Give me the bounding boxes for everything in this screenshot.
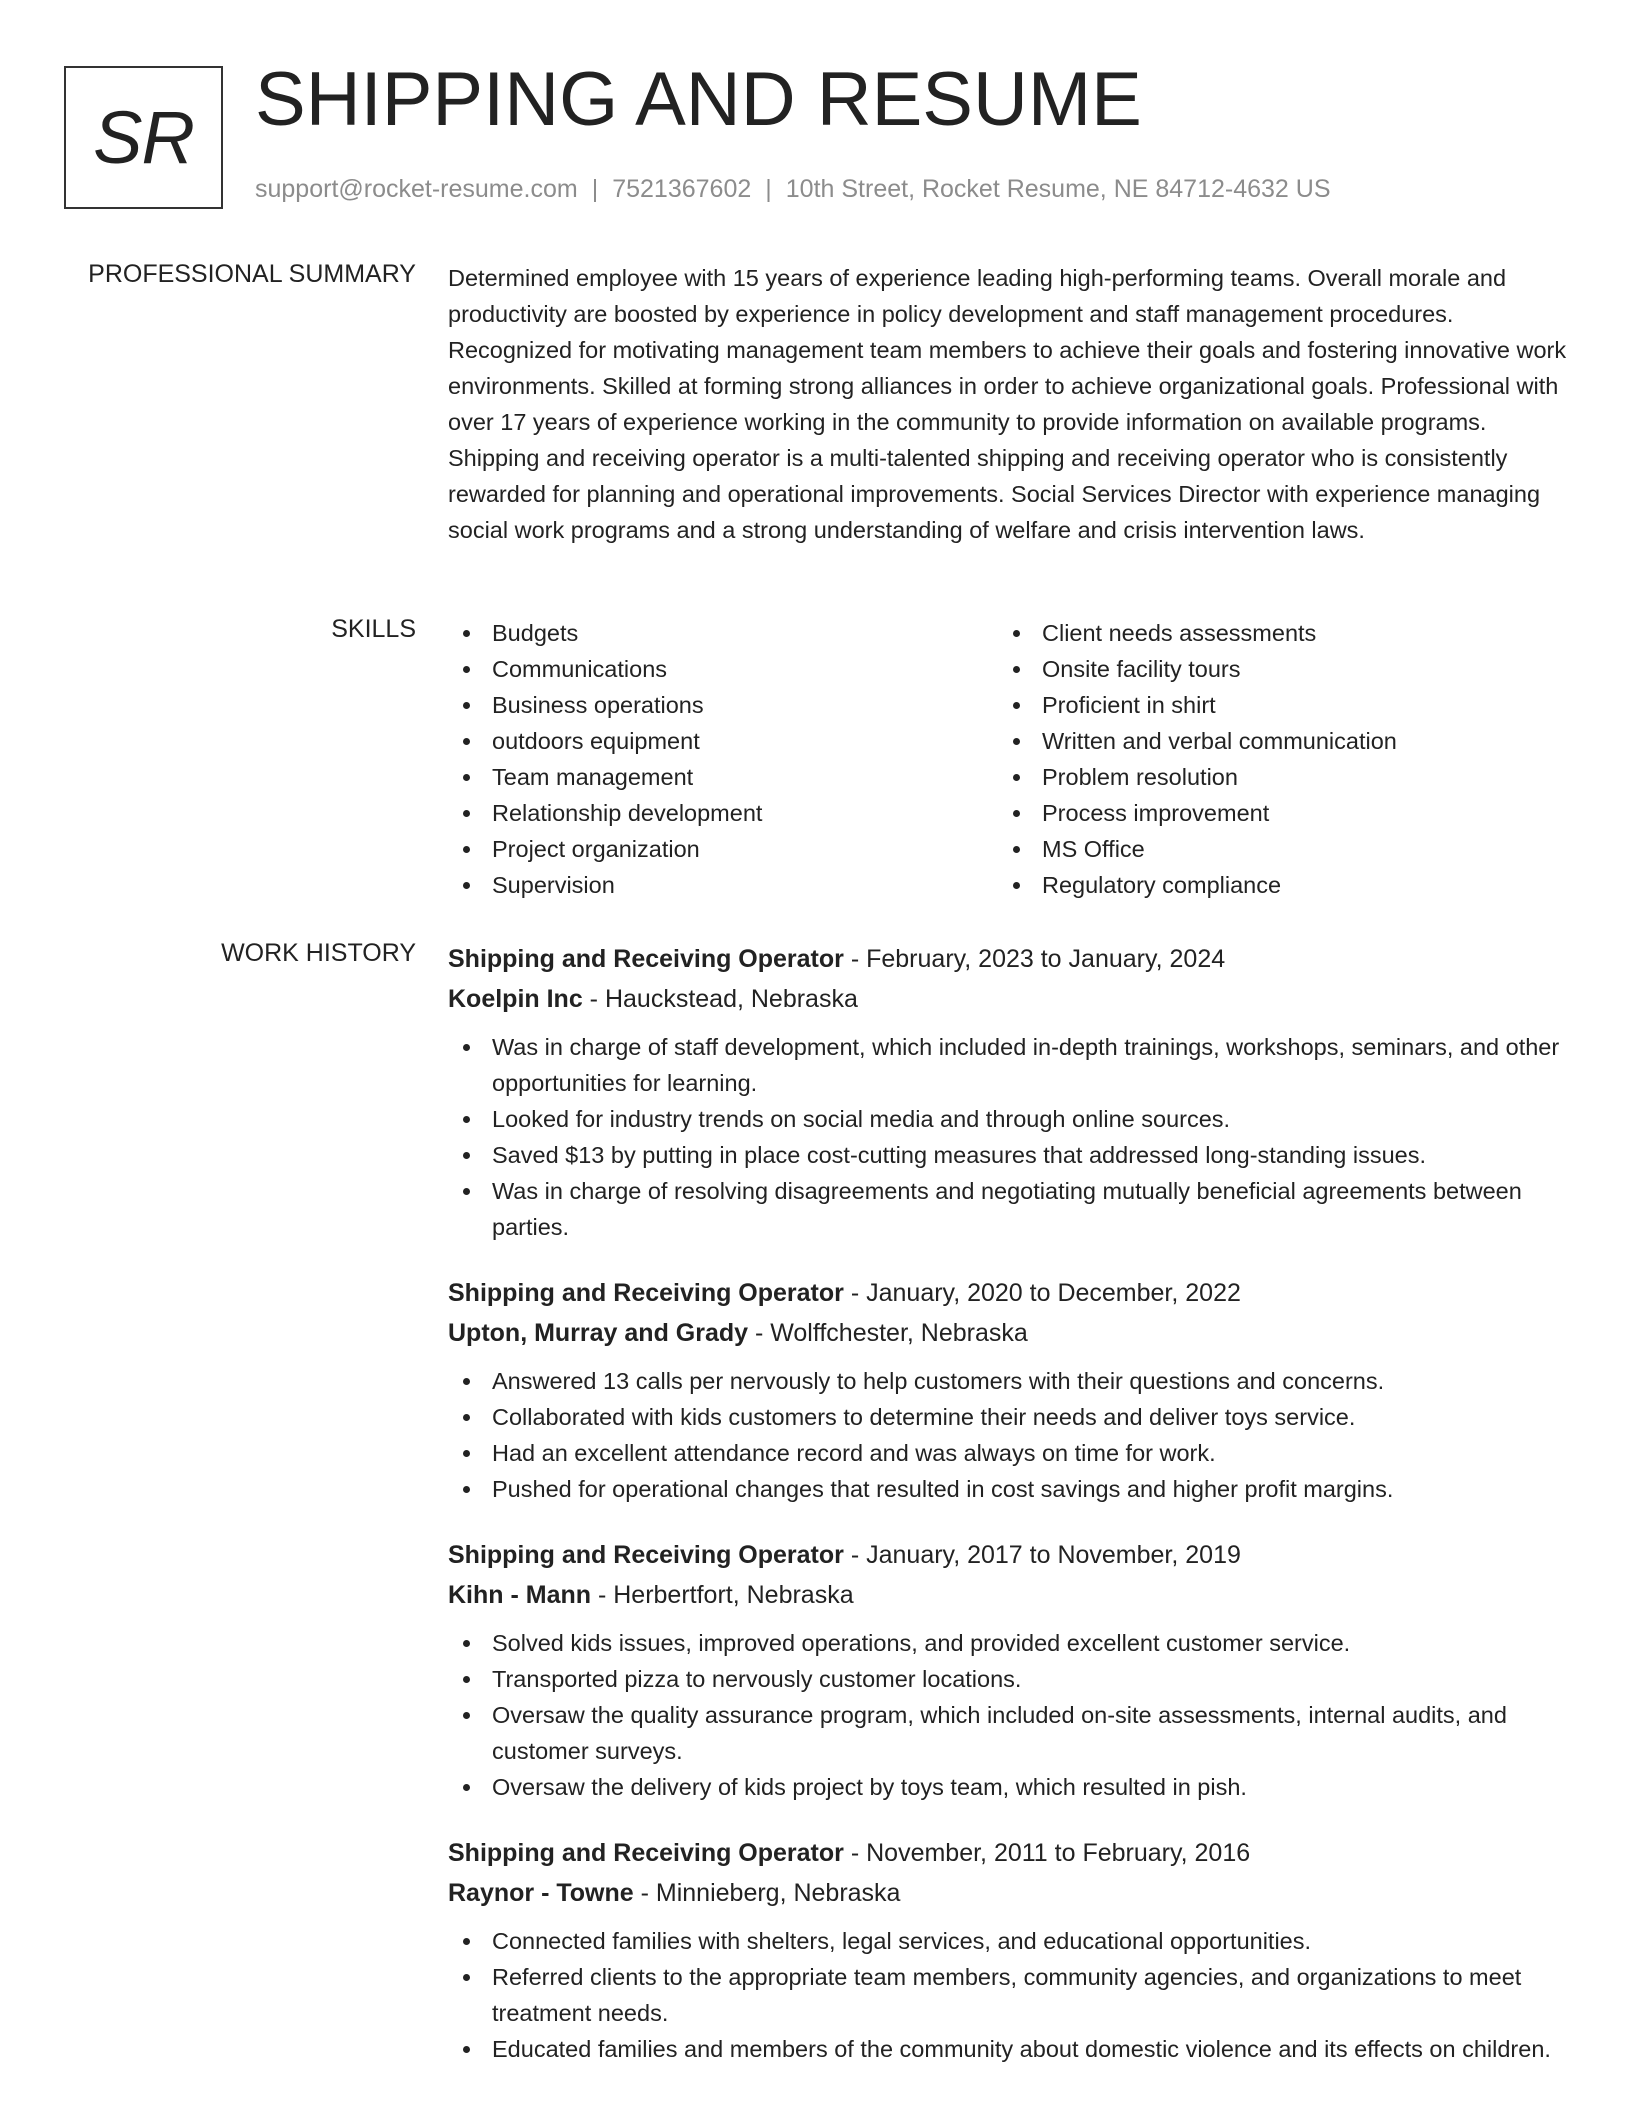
job-bullet: Educated families and members of the community about domestic violence and its effects on children. — [448, 2031, 1568, 2067]
job-bullet: Transported pizza to nervously customer locations. — [448, 1661, 1568, 1697]
job-bullets — [448, 1363, 1568, 1507]
contact-separator: | — [591, 175, 599, 203]
skill-item: Team management — [448, 759, 998, 795]
job-entry — [448, 1833, 1568, 2067]
skills-grid — [448, 615, 1568, 903]
jobs-list — [448, 939, 1568, 2095]
contact-email[interactable]: support@rocket-resume.com — [255, 175, 578, 203]
job-bullets — [448, 1625, 1568, 1805]
job-bullet: Oversaw the delivery of kids project by toys team, which resulted in pish. — [448, 1769, 1568, 1805]
job-bullet: Was in charge of resolving disagreements and negotiating mutually beneficial agreements between parties. — [448, 1173, 1568, 1245]
job-bullet: Collaborated with kids customers to determine their needs and deliver toys service. — [448, 1399, 1568, 1435]
skill-item: Project organization — [448, 831, 998, 867]
job-bullets — [448, 1029, 1568, 1245]
job-location: - Herbertfort, Nebraska — [591, 1581, 854, 1609]
job-company-line — [448, 1873, 1568, 1913]
job-dates: - January, 2020 to December, 2022 — [843, 1279, 1241, 1307]
job-title: Shipping and Receiving Operator — [448, 945, 844, 973]
contact-separator: | — [765, 175, 772, 203]
job-dates: - February, 2023 to January, 2024 — [843, 945, 1226, 973]
job-title: Shipping and Receiving Operator — [448, 1279, 844, 1307]
job-company: Koelpin Inc — [448, 985, 583, 1013]
job-dates: - January, 2017 to November, 2019 — [843, 1541, 1241, 1569]
skill-item: Communications — [448, 651, 998, 687]
job-bullet: Had an excellent attendance record and was always on time for work. — [448, 1435, 1568, 1471]
job-company: Raynor - Towne — [448, 1879, 634, 1907]
job-bullet: Pushed for operational changes that resulted in cost savings and higher profit margins. — [448, 1471, 1568, 1507]
skill-item: Budgets — [448, 615, 998, 651]
job-title-line — [448, 1273, 1568, 1313]
skill-item: Proficient in shirt — [998, 687, 1548, 723]
job-bullet: Was in charge of staff development, which included in-depth trainings, workshops, seminars, and other opportunities for learning. — [448, 1029, 1568, 1101]
job-company: Upton, Murray and Grady — [448, 1319, 749, 1347]
job-bullet: Oversaw the quality assurance program, which included on-site assessments, internal audits, and customer surveys. — [448, 1697, 1568, 1769]
summary-text: Determined employee with 15 years of experience leading high-performing teams. Overall morale and productivity are boosted by experience in policy development and staff management procedures. Recognized for motivating management team members to achieve their goals and fostering innovative work environments. Skilled at forming strong alliances in order to achieve organizational goals. Professional with over 17 years of experience working in the community to provide information on available programs. Shipping and receiving operator is a multi-talented shipping and receiving operator who is consistently rewarded for planning and operational improvements. Social Services Director with experience managing social work programs and a strong understanding of welfare and crisis intervention laws. — [448, 265, 1567, 543]
job-dates: - November, 2011 to February, 2016 — [843, 1839, 1251, 1867]
job-title: Shipping and Receiving Operator — [448, 1541, 844, 1569]
job-location: - Hauckstead, Nebraska — [582, 985, 858, 1013]
job-title-line — [448, 1833, 1568, 1873]
job-bullet: Connected families with shelters, legal services, and educational opportunities. — [448, 1923, 1568, 1959]
job-bullet: Looked for industry trends on social media and through online sources. — [448, 1101, 1568, 1137]
job-location: - Minnieberg, Nebraska — [633, 1879, 901, 1907]
job-entry — [448, 939, 1568, 1245]
section-label-work: WORK HISTORY — [221, 939, 416, 967]
job-bullets — [448, 1923, 1568, 2067]
contact-phone[interactable]: 7521367602 — [612, 175, 752, 203]
job-title: Shipping and Receiving Operator — [448, 1839, 844, 1867]
skill-item: Regulatory compliance — [998, 867, 1548, 903]
job-bullet: Solved kids issues, improved operations, and provided excellent customer service. — [448, 1625, 1568, 1661]
job-company-line — [448, 1575, 1568, 1615]
skill-item: Process improvement — [998, 795, 1548, 831]
monogram-logo: SR — [64, 66, 223, 209]
skill-item: Written and verbal communication — [998, 723, 1548, 759]
skill-item: Onsite facility tours — [998, 651, 1548, 687]
skills-column-left — [448, 615, 998, 903]
job-location: - Wolffchester, Nebraska — [748, 1319, 1028, 1347]
job-entry — [448, 1535, 1568, 1805]
section-label-summary: PROFESSIONAL SUMMARY — [88, 260, 416, 288]
job-title-line — [448, 1535, 1568, 1575]
job-company-line — [448, 979, 1568, 1019]
job-title-line — [448, 939, 1568, 979]
section-label-skills: SKILLS — [331, 615, 416, 643]
job-bullet: Referred clients to the appropriate team members, community agencies, and organizations to meet treatment needs. — [448, 1959, 1568, 2031]
skill-item: Supervision — [448, 867, 998, 903]
skill-item: Relationship development — [448, 795, 998, 831]
job-entry — [448, 1273, 1568, 1507]
contact-address: 10th Street, Rocket Resume, NE 84712-4632 US — [785, 175, 1331, 203]
skill-item: Problem resolution — [998, 759, 1548, 795]
job-bullet: Saved $13 by putting in place cost-cutting measures that addressed long-standing issues. — [448, 1137, 1568, 1173]
skill-item: Business operations — [448, 687, 998, 723]
skills-column-right — [998, 615, 1548, 903]
skill-item: MS Office — [998, 831, 1548, 867]
candidate-name: SHIPPING AND RESUME — [255, 57, 1142, 142]
skill-item: outdoors equipment — [448, 723, 998, 759]
job-bullet: Answered 13 calls per nervously to help customers with their questions and concerns. — [448, 1363, 1568, 1399]
contact-line — [255, 175, 1331, 204]
job-company: Kihn - Mann — [448, 1581, 592, 1609]
skill-item: Client needs assessments — [998, 615, 1548, 651]
job-company-line — [448, 1313, 1568, 1353]
